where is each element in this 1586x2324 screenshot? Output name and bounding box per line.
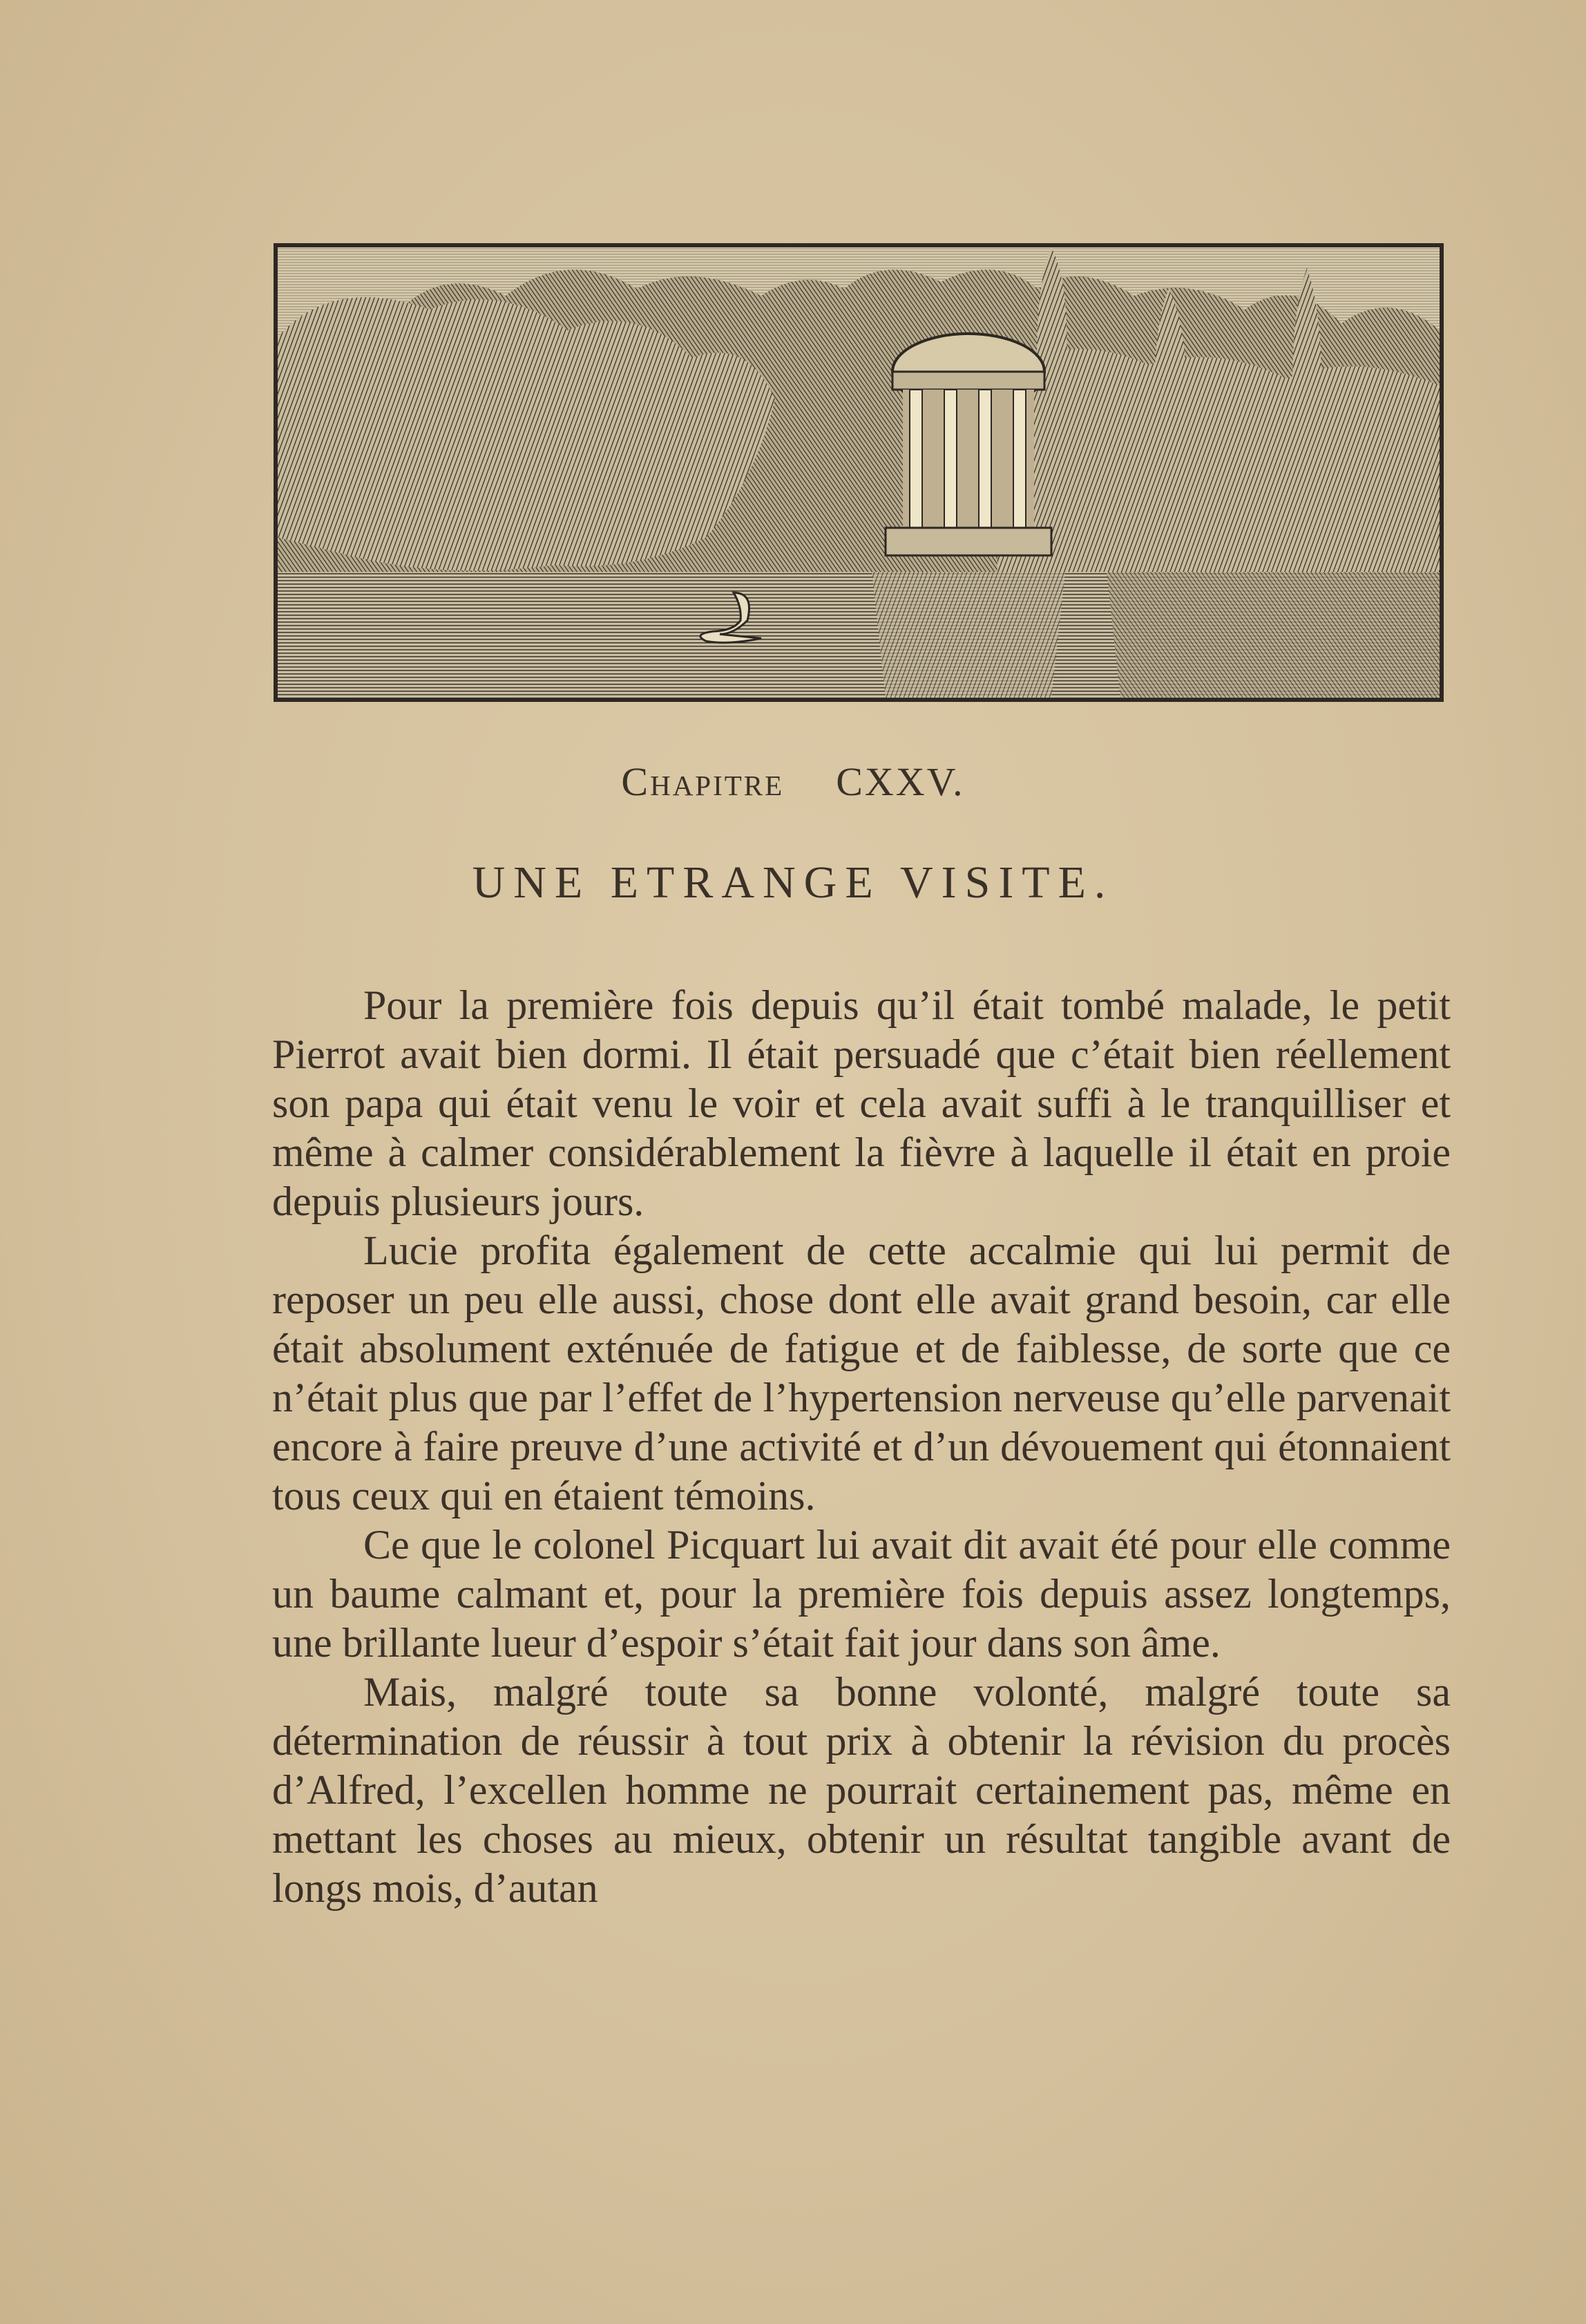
chapter-heading [0,759,1586,805]
chapter-body [272,981,1451,1913]
paragraph: Pour la première fois depuis qu’il était tombé malade, le petit Pierrot avait bien dormi. Il était persuadé que c’était bien réellement son papa qui était venu le voir et cela avait suffi à le tranquilliser et même à calmer considérablement la fièvre à laquelle il était en proie depuis plusieurs jours. [272,982,1451,1224]
engraving-illustration [274,243,1444,702]
paragraph: Lucie profita également de cette accalmie qui lui permit de reposer un peu elle aussi, chose dont elle avait grand besoin, car elle était absolument exténuée de fatigue et de faiblesse, de sorte que ce n’était plus que par l’effet de l’hypertension nerveuse qu’elle parvenait encore à faire preuve d’une activité et d’un dévouement qui étonnaient tous ceux qui en étaient témoins. [272,1228,1451,1518]
chapter-label: Chapitre [621,759,785,804]
chapter-title: UNE ETRANGE VISITE. [472,857,1114,908]
chapter-number: CXXV. [836,759,965,804]
paragraph: Mais, malgré toute sa bonne volonté, malgré toute sa détermination de réussir à tout prix à obtenir la révision du procès d’Alfred, l’excellen homme ne pourrait certainement pas, même en mettant les choses au mieux, obtenir un résultat tangible avant de longs mois, d’autan [272,1669,1451,1911]
paragraph: Ce que le colonel Picquart lui avait dit avait été pour elle comme un baume calmant et, pour la première fois depuis assez longtemps, une brillante lueur d’espoir s’était fait jour dans son âme. [272,1522,1451,1666]
